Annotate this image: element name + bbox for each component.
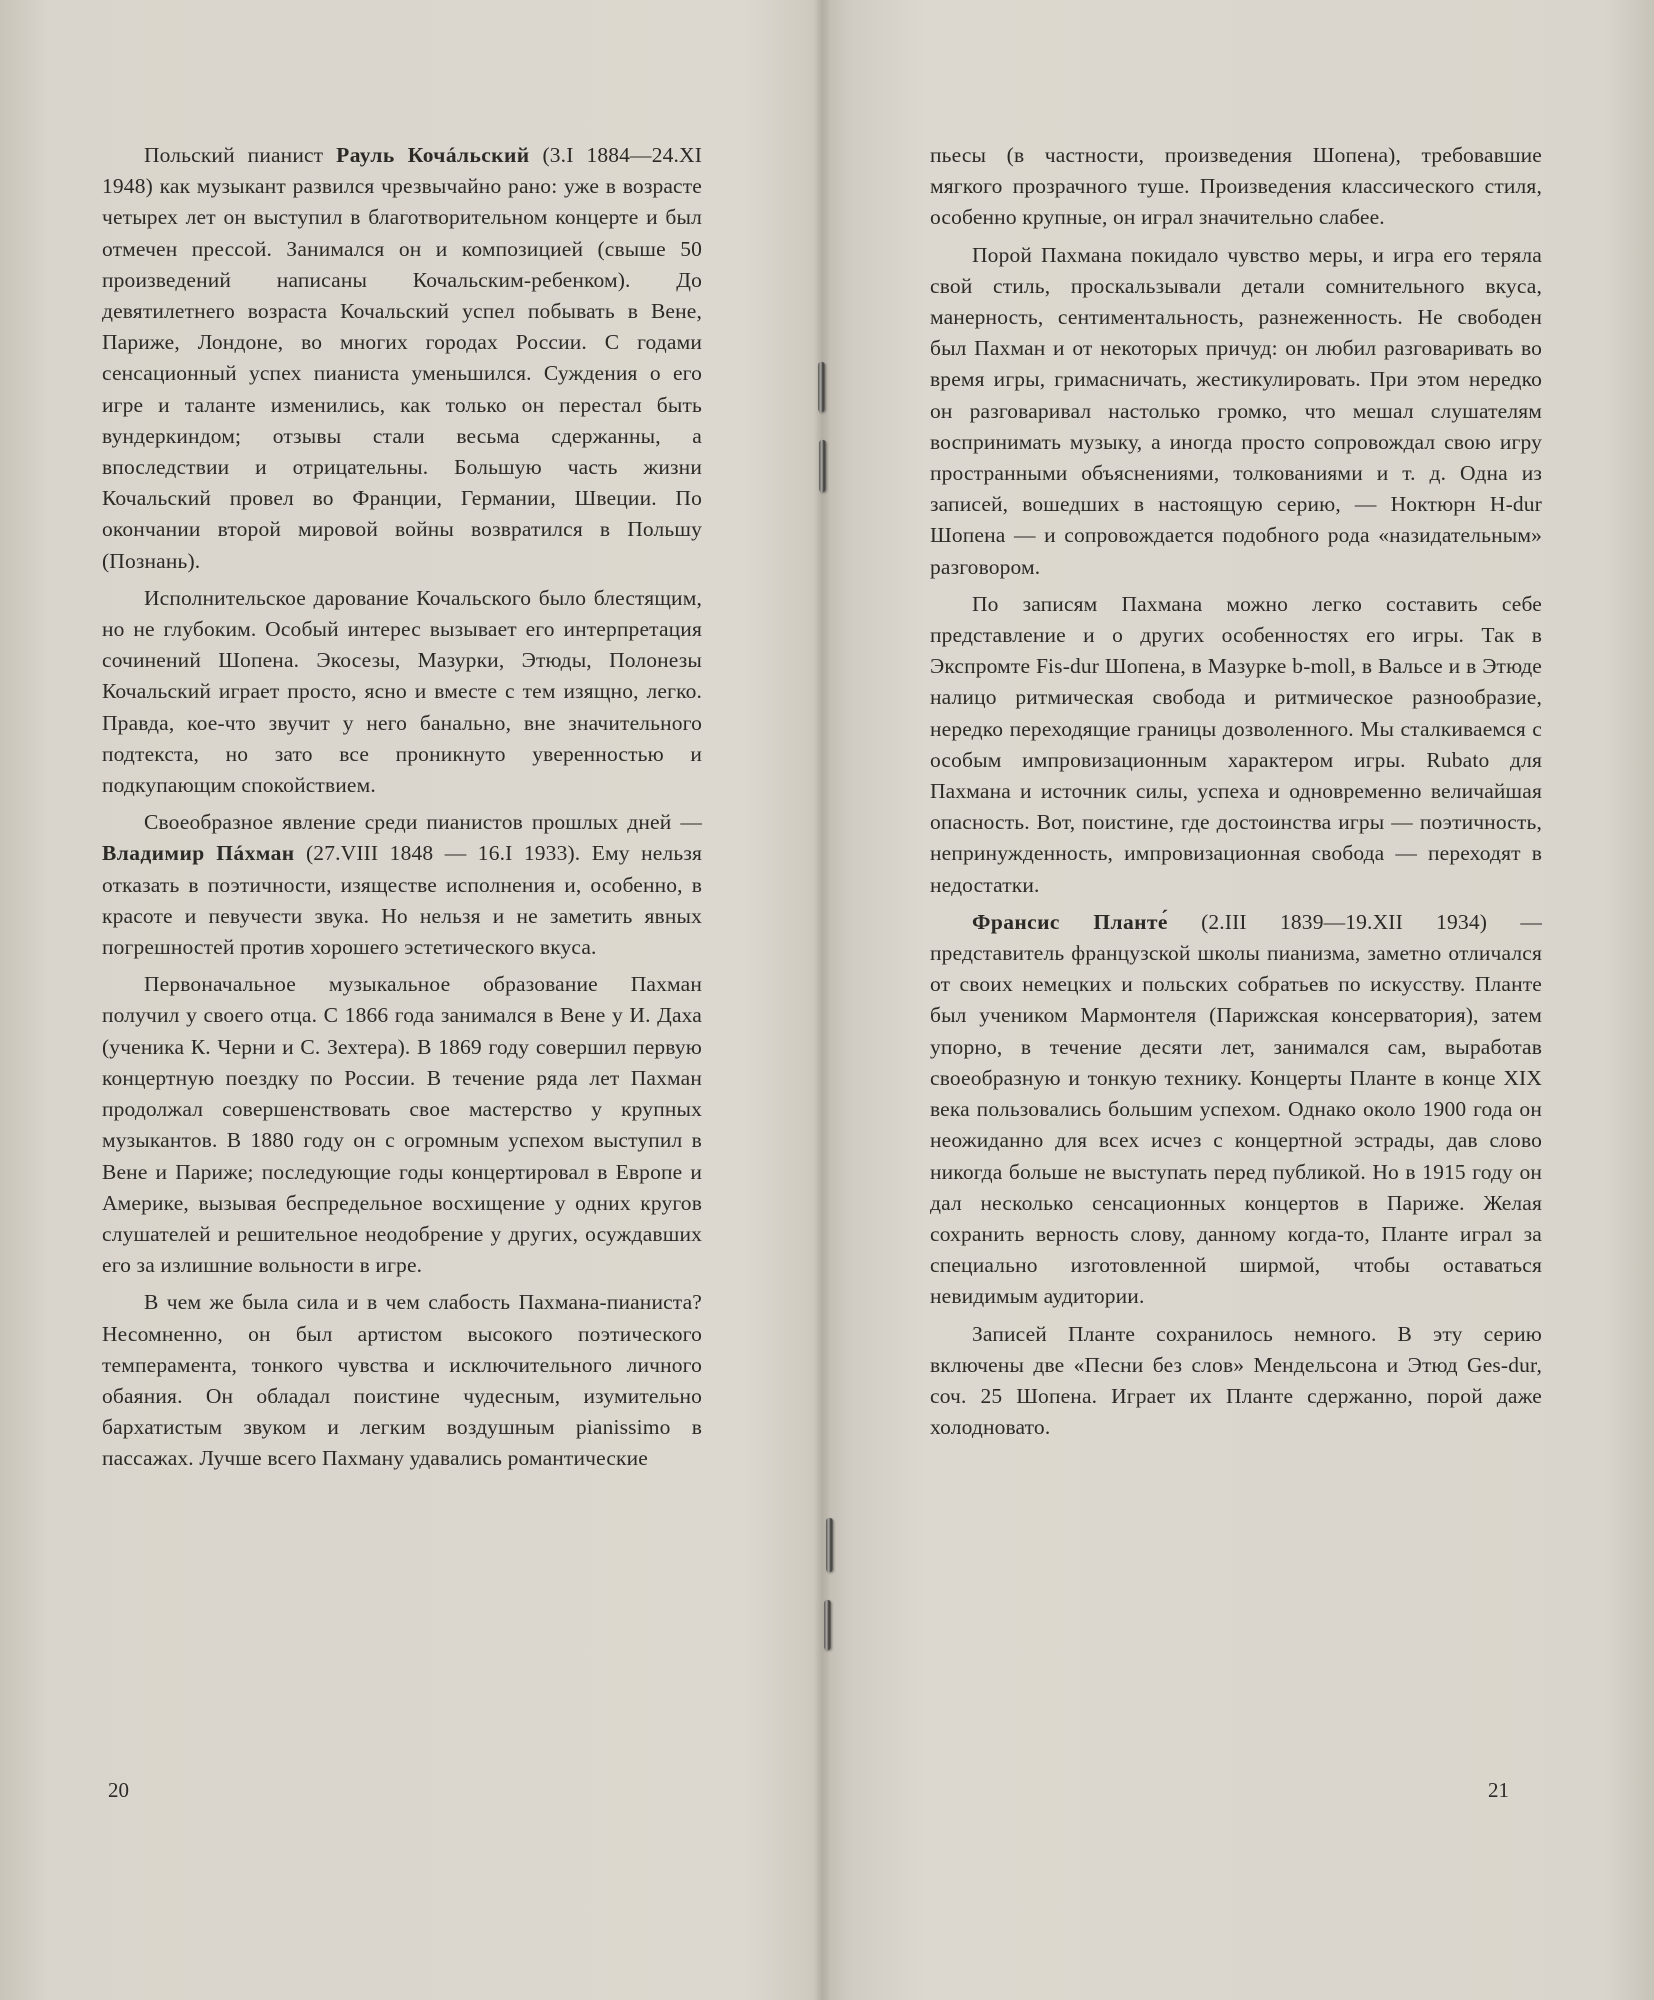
paragraph [102,969,702,1281]
page-number-left: 20 [108,1778,129,1802]
person-name: Рауль Кочáльский [336,143,530,167]
text-run: По записям Пахмана можно легко составить себе представление и о других особенностях его игры. Так в Экспромте Fis-dur Шопена, в Мазурке b-moll, в Вальсе и в Этюде налицо ритмическая свобода и ритмическое разнообразие, нередко переходящие границы дозволенного. Мы сталкиваемся с особым импровизационным характером игры. Rubato для Пахмана и источник силы, успеха и одновременно величайшая опасность. Вот, поистине, где достоинства игры — поэтичность, непринужденность, импровизационная свобода — переходят в недостатки. [930,591,1542,897]
person-name: Франсис Планте́ [972,909,1168,934]
left-page-text [102,140,702,1475]
person-name: Владимир Пáхман [102,841,295,866]
right-page-text [930,140,1542,1443]
paragraph [102,807,702,963]
paragraph [102,583,702,801]
paragraph [930,140,1542,234]
paragraph [930,1319,1542,1444]
text-run: Порой Пахмана покидало чувство меры, и игра его теряла свой стиль, проскальзывали детали сомнительного вкуса, манерность, сентиментальность, разнеженность. Не свободен был Пахман и от некоторых причуд: он любил разговаривать во время игры, гримасничать, жестикулировать. При этом нередко он разговаривал настолько громко, что мешал слушателям воспринимать музыку, а иногда просто сопровождал свою игру пространными объяснениями, толкованиями и т. д. Одна из записей, вошедших в настоящую серию, — Ноктюрн H-dur Шопена — и сопровождается подобного рода «назидательным» разговором. [930,242,1542,579]
text-run: Своеобразное явление среди пианистов прошлых дней — [144,810,702,835]
gutter-fold [814,0,830,2000]
staple [824,1600,831,1650]
text-run: (2.III 1839—19.XII 1934) — представитель французской школы пианизма, заметно отличался от своих немецких и польских собратьев по искусству. Планте был учеником Мармонтеля (Парижская консерватория), затем упорно, в течение десяти лет, занимался сам, выработав своеобразную и тонкую технику. Концерты Планте в конце XIX века пользовались большим успехом. Однако около 1900 года он неожиданно для всех исчез с концертной эстрады, дав слово никогда больше не выступать перед публикой. Но в 1915 году он дал несколько сенсационных концертов в Париже. Желая сохранить верность слову, данному когда-то, Планте играл за специально изготовленной ширмой, чтобы оставаться невидимым аудитории. [930,909,1542,1309]
text-run: (3.I 1884—24.XI 1948) как музыкант развился чрезвычайно рано: уже в возрасте четырех лет он выступил в благотворительном концерте и был отмечен прессой. Занимался он и композицией (свыше 50 произведений написаны Кочальским-ребенком). До девятилетнего возраста Кочальский успел побывать в Вене, Париже, Лондоне, во многих городах России. С годами сенсационный успех пианиста уменьшился. Суждения о его игре и таланте изменились, как только он перестал быть вундеркиндом; отзывы стали весьма сдержанны, а впоследствии и отрицательны. Большую часть жизни Кочальский провел во Франции, Германии, Швеции. По окончании второй мировой войны возвратился в Польшу (Познань). [102,143,703,573]
text-run: Польский пианист [144,143,337,167]
staple [819,440,826,492]
paragraph [930,240,1542,583]
page-number-right: 21 [1488,1778,1509,1802]
text-run: В чем же была сила и в чем слабость Пахмана-пианиста? Несомненно, он был артистом высокого поэтического темперамента, тонкого чувства и исключительного личного обаяния. Он обладал поистине чудесным, изумительно бархатистым звуком и легким воздушным pianissimo в пассажах. Лучше всего Пахману удавались романтические [102,1290,702,1471]
paragraph [930,589,1542,901]
text-run: Исполнительское дарование Кочальского было блестящим, но не глубоким. Особый интерес вызывает его интерпретация сочинений Шопена. Экосезы, Мазурки, Этюды, Полонезы Кочальский играет просто, ясно и вместе с тем изящно, легко. Правда, кое-что звучит у него банально, вне значительного подтекста, но зато все проникнуто уверенностью и подкупающим спокойствием. [102,585,702,798]
staple [826,1518,833,1572]
text-run: Первоначальное музыкальное образование Пахман получил у своего отца. С 1866 года занимался в Вене у И. Даха (ученика К. Черни и С. Зехтера). В 1869 году совершил первую концертную поездку по России. В течение ряда лет Пахман продолжал совершенствовать свое мастерство у крупных музыкантов. В 1880 году он с огромным успехом выступил в Вене и Париже; последующие годы концертировал в Европе и Америке, вызывая беспредельное восхищение у одних кругов слушателей и решительное неодобрение у других, осуждавших его за излишние вольности в игре. [102,972,702,1278]
text-run: Записей Планте сохранилось немного. В эту серию включены две «Песни без слов» Мендельсона и Этюд Ges-dur, соч. 25 Шопена. Играет их Планте сдержанно, порой даже холодновато. [930,1321,1542,1440]
paragraph [102,1287,702,1474]
paragraph [930,907,1542,1313]
staple [818,362,825,412]
text-run: (27.VIII 1848 — 16.I 1933). Ему нельзя отказать в поэтичности, изяществе исполнения и, особенно, в красоте и певучести звука. Но нельзя и не заметить явных погрешностей против хорошего эстетического вкуса. [102,841,702,960]
paragraph [102,140,702,577]
text-run: пьесы (в частности, произведения Шопена), требовавшие мягкого прозрачного туше. Произведения классического стиля, особенно крупные, он играл значительно слабее. [930,143,1542,230]
